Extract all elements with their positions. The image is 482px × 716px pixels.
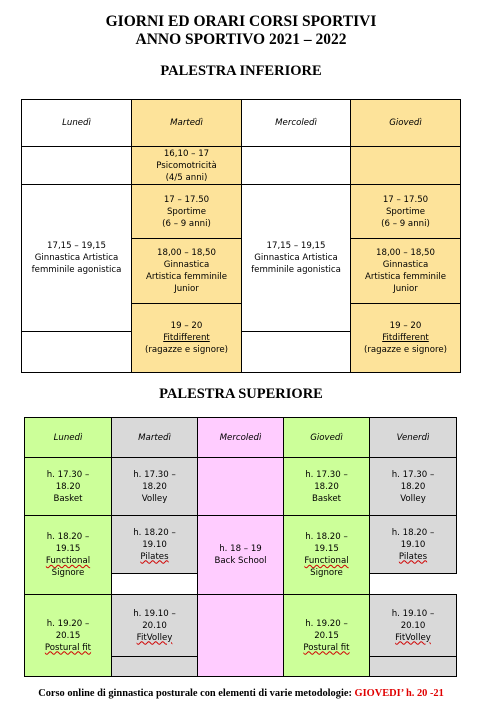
- course-time: 16,10 – 17: [163, 148, 210, 159]
- course-cell-basket: [25, 458, 112, 516]
- day-header-giovedi: Giovedì: [284, 418, 370, 458]
- course-time: 19.10: [400, 539, 426, 550]
- course-time: 20.15: [314, 630, 339, 641]
- course-note: Signore: [51, 568, 85, 578]
- course-time: 19.15: [314, 544, 339, 554]
- course-cell-volley: [370, 458, 457, 516]
- course-name: Sportime: [166, 206, 207, 217]
- footer-text: Corso online di ginnastica posturale con elementi di varie metodologie:: [38, 688, 355, 699]
- course-name: Fitdifferent: [382, 333, 429, 343]
- empty-cell: [22, 147, 132, 185]
- day-header-martedi: Martedì: [132, 100, 242, 147]
- day-header-giovedi: Giovedì: [351, 100, 461, 147]
- course-time: 17 – 17.50: [163, 194, 210, 205]
- course-cell-fitvolley: [370, 595, 457, 657]
- course-name: Psicomotricità: [156, 160, 217, 171]
- course-cell-back-school: [198, 516, 284, 595]
- course-name: Pilates: [140, 551, 169, 562]
- footer-highlight: GIOVEDI’ h. 20 -21: [354, 688, 444, 699]
- course-note: (4/5 anni): [165, 172, 208, 183]
- page-title-line1: GIORNI ED ORARI CORSI SPORTIVI: [105, 13, 377, 30]
- course-cell-fitvolley: [112, 595, 198, 657]
- empty-cell: [242, 147, 351, 185]
- course-time: 19.15: [55, 544, 81, 554]
- course-time: h. 17.30 –: [133, 469, 176, 480]
- course-time: 18,00 – 18,50: [157, 248, 216, 258]
- course-time: 19.10: [142, 539, 167, 550]
- course-time: h. 18.20 –: [305, 532, 348, 542]
- course-note: femminile agonistica: [251, 265, 341, 275]
- course-name: Basket: [53, 493, 83, 504]
- course-time: h. 18.20 –: [391, 527, 435, 538]
- course-time: h. 19.10 –: [391, 608, 435, 619]
- section-title-inferiore: PALESTRA INFERIORE: [160, 63, 322, 79]
- course-time: h. 18.20 –: [46, 532, 90, 542]
- course-cell-fitdifferent: [351, 304, 461, 373]
- course-name: Artistica femminile: [145, 272, 228, 282]
- course-cell-basket: [284, 458, 370, 516]
- course-time: 18,00 – 18,50: [376, 248, 435, 258]
- footer-note: [0, 688, 482, 699]
- schedule-table-inferiore: [21, 99, 461, 373]
- course-time: h. 17.30 –: [46, 469, 90, 480]
- course-cell-ginnastica-agonistica: [22, 185, 132, 332]
- day-header-martedi: Martedì: [112, 418, 198, 458]
- course-time: 17,15 – 19,15: [47, 241, 106, 251]
- course-name: Functional: [304, 556, 349, 566]
- course-cell-ginnastica-junior: [351, 239, 461, 304]
- course-cell-postural-fit: [25, 595, 112, 677]
- day-header-venerdi: Venerdì: [370, 418, 457, 458]
- course-name: Sportime: [385, 206, 426, 217]
- course-cell-functional: [284, 516, 370, 595]
- course-time: 18.20: [55, 481, 81, 492]
- course-time: 17 – 17.50: [382, 194, 429, 205]
- course-name: Fitdifferent: [163, 333, 210, 343]
- course-cell-pilates: [112, 516, 198, 574]
- course-note: femminile agonistica: [31, 265, 122, 275]
- course-name: Back School: [214, 556, 267, 566]
- course-time: h. 18.20 –: [133, 527, 176, 538]
- course-time: 18.20: [142, 481, 167, 492]
- empty-cell: [198, 595, 284, 677]
- course-note: Signore: [310, 568, 343, 578]
- empty-cell: [370, 657, 457, 677]
- course-note: (6 – 9 anni): [162, 218, 211, 229]
- course-time: 20.10: [400, 620, 426, 631]
- empty-cell: [198, 458, 284, 516]
- course-time: 20.10: [142, 620, 167, 631]
- course-cell-volley: [112, 458, 198, 516]
- course-name: Ginnastica: [382, 260, 429, 270]
- course-time: 18.20: [400, 481, 426, 492]
- course-name: Ginnastica Artistica: [34, 253, 119, 263]
- course-cell-fitdifferent: [132, 304, 242, 373]
- course-cell-psicomotricita: [132, 147, 242, 185]
- course-time: 20.15: [55, 630, 81, 641]
- empty-cell: [112, 657, 198, 677]
- empty-cell: [242, 332, 351, 373]
- course-time: h. 17.30 –: [305, 469, 348, 480]
- course-note: Junior: [393, 284, 418, 294]
- course-note: (6 – 9 anni): [381, 218, 430, 229]
- course-name: Ginnastica Artistica: [254, 253, 338, 263]
- course-time: h. 19.10 –: [133, 608, 176, 619]
- course-name: Postural fit: [303, 642, 350, 653]
- course-name: Volley: [141, 493, 168, 504]
- course-note: (ragazze e signore): [145, 345, 228, 355]
- course-cell-postural-fit: [284, 595, 370, 677]
- course-time: 19 – 20: [389, 321, 422, 331]
- course-cell-ginnastica-junior: [132, 239, 242, 304]
- course-name: Artistica femminile: [364, 272, 447, 282]
- course-time: 18.20: [314, 481, 339, 492]
- course-time: h. 17.30 –: [391, 469, 435, 480]
- course-name: Volley: [400, 493, 426, 504]
- course-cell-sportime: [351, 185, 461, 239]
- section-title-superiore: PALESTRA SUPERIORE: [159, 386, 323, 402]
- day-header-mercoledi: Mercoledì: [242, 100, 351, 147]
- course-cell-pilates: [370, 516, 457, 574]
- day-header-lunedi: Lunedì: [22, 100, 132, 147]
- course-name: Basket: [312, 493, 341, 504]
- course-name: Ginnastica: [163, 260, 210, 270]
- empty-cell: [22, 332, 132, 373]
- day-header-mercoledi: Mercoledì: [198, 418, 284, 458]
- page-title-line2: ANNO SPORTIVO 2021 – 2022: [135, 31, 347, 48]
- course-note: Junior: [174, 284, 199, 294]
- course-time: h. 19.20 –: [46, 618, 90, 629]
- day-header-lunedi: Lunedì: [25, 418, 112, 458]
- course-cell-sportime: [132, 185, 242, 239]
- empty-cell: [351, 147, 461, 185]
- course-name: FitVolley: [136, 632, 173, 643]
- course-cell-ginnastica-agonistica: [242, 185, 351, 332]
- course-time: h. 19.20 –: [305, 618, 348, 629]
- course-time: 17,15 – 19,15: [266, 241, 326, 251]
- course-name: FitVolley: [395, 632, 431, 643]
- schedule-table-superiore: [24, 417, 457, 677]
- course-name: Postural fit: [44, 642, 92, 653]
- course-time: h. 18 – 19: [219, 544, 262, 554]
- course-name: Functional: [45, 556, 91, 566]
- course-note: (ragazze e signore): [364, 345, 447, 355]
- course-cell-functional: [25, 516, 112, 595]
- course-name: Pilates: [398, 551, 428, 562]
- course-time: 19 – 20: [170, 321, 203, 331]
